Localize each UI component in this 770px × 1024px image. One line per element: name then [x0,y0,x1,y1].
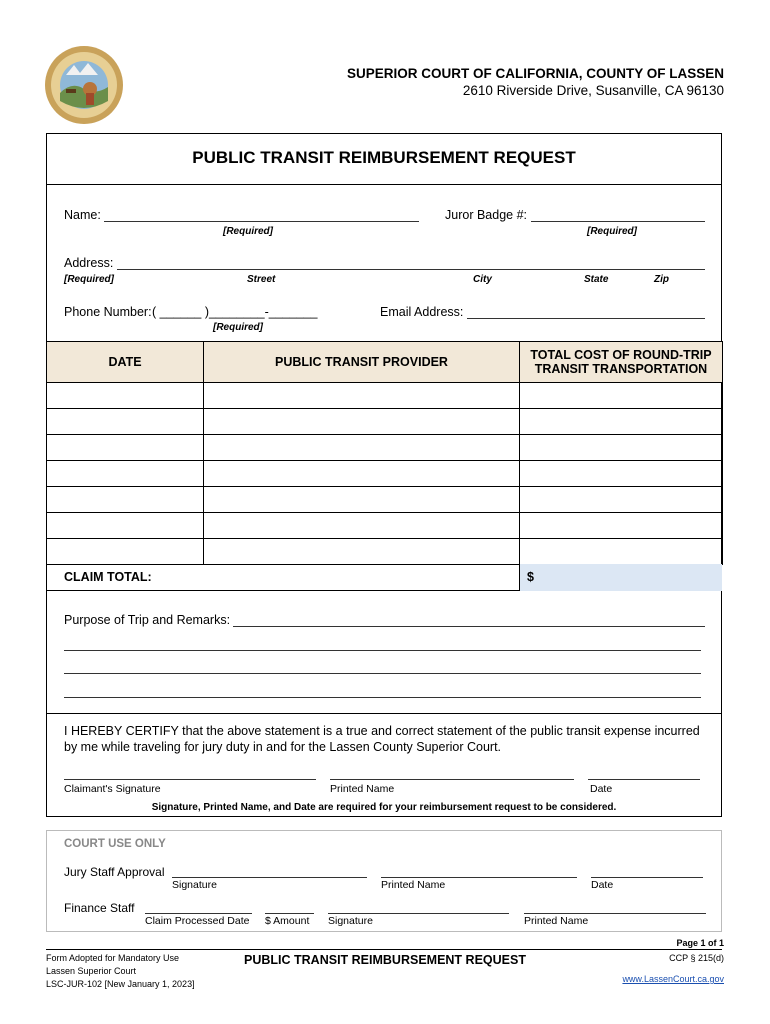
cost-cell[interactable] [520,487,723,513]
date-cell[interactable] [47,539,204,565]
date-cell[interactable] [47,383,204,409]
claimant-signature-input[interactable] [64,779,316,780]
date-cell[interactable] [47,461,204,487]
jury-signature-label: Signature [172,879,217,891]
date-cell[interactable] [47,487,204,513]
divider [46,184,722,185]
ccp-reference: CCP § 215(d) [669,953,724,963]
date-cell[interactable] [47,513,204,539]
finance-signature-label: Signature [328,915,373,927]
cost-cell[interactable] [520,513,723,539]
provider-cell[interactable] [204,487,520,513]
provider-cell[interactable] [204,435,520,461]
certification-text: I HEREBY CERTIFY that the above statement is a true and correct statement of the public transit expense incurred by me while traveling for jury duty in and for the Lassen County Superior Court. [64,724,700,754]
finance-signature-input[interactable] [328,913,509,914]
date-column-header: DATE [47,342,204,383]
provider-cell[interactable] [204,409,520,435]
claim-total-currency: $ [527,570,534,584]
cost-cell[interactable] [520,461,723,487]
table-row [47,461,723,487]
phone-required: [Required] [213,322,263,333]
signature-note: Signature, Printed Name, and Date are required for your reimbursement request to be considered. [151,802,617,813]
table-row [47,409,723,435]
jury-printed-name-label: Printed Name [381,879,446,891]
transit-table [46,341,723,565]
footer-title: PUBLIC TRANSIT REIMBURSEMENT REQUEST [244,953,526,967]
name-required: [Required] [223,226,273,237]
street-label: Street [247,274,276,285]
claim-processed-date-input[interactable] [145,913,252,914]
court-name: SUPERIOR COURT OF CALIFORNIA, COUNTY OF LASSEN [346,66,724,81]
jury-date-input[interactable] [591,877,703,878]
name-input[interactable] [104,221,419,222]
cost-column-header: TOTAL COST OF ROUND-TRIP TRANSIT TRANSPORTATION [520,342,723,383]
provider-cell[interactable] [204,513,520,539]
cost-cell[interactable] [520,435,723,461]
cost-cell[interactable] [520,383,723,409]
table-row [47,487,723,513]
finance-printed-name-input[interactable] [524,913,706,914]
provider-cell[interactable] [204,461,520,487]
date-cell[interactable] [47,435,204,461]
badge-label: Juror Badge #: [445,208,527,222]
claim-total-input[interactable] [519,564,722,591]
court-use-heading: COURT USE ONLY [64,838,166,850]
address-required: [Required] [64,274,114,285]
name-label: Name: [64,208,101,222]
state-label: State [584,274,609,285]
claim-total-label: CLAIM TOTAL: [64,570,152,584]
table-row [47,539,723,565]
cost-cell[interactable] [520,539,723,565]
jury-signature-input[interactable] [172,877,367,878]
phone-label: Phone Number: [64,305,152,319]
remarks-input-line[interactable] [64,673,701,674]
form-title: PUBLIC TRANSIT REIMBURSEMENT REQUEST [192,148,576,167]
badge-required: [Required] [587,226,637,237]
phone-input[interactable]: ( ______ )________-_______ [152,305,318,319]
jury-staff-label: Jury Staff Approval [64,865,165,879]
footer-divider [46,949,722,950]
remarks-input-line[interactable] [64,697,701,698]
form-id: LSC-JUR-102 [New January 1, 2023] [46,979,195,989]
zip-label: Zip [654,274,669,285]
provider-column-header: PUBLIC TRANSIT PROVIDER [204,342,520,383]
printed-name-label: Printed Name [330,783,395,795]
cost-cell[interactable] [520,409,723,435]
provider-cell[interactable] [204,539,520,565]
court-seal-logo [44,45,124,125]
address-input[interactable] [117,269,705,270]
court-address: 2610 Riverside Drive, Susanville, CA 96130 [462,83,724,98]
divider [46,713,722,714]
remarks-label: Purpose of Trip and Remarks: [64,613,231,627]
jury-date-label: Date [591,879,614,891]
footer-court: Lassen Superior Court [46,966,137,976]
remarks-input-line[interactable] [64,650,701,651]
remarks-input-line[interactable] [233,626,705,627]
jury-printed-name-input[interactable] [381,877,577,878]
form-adopted: Form Adopted for Mandatory Use [46,953,180,963]
finance-printed-name-label: Printed Name [524,915,589,927]
date-label: Date [590,783,613,795]
amount-label: $ Amount [265,915,310,927]
claimant-signature-label: Claimant's Signature [64,783,161,795]
finance-staff-label: Finance Staff [64,901,135,915]
date-cell[interactable] [47,409,204,435]
address-label: Address: [64,256,114,270]
claim-processed-date-label: Claim Processed Date [145,915,250,927]
table-row [47,435,723,461]
table-row [47,383,723,409]
table-row [47,513,723,539]
provider-cell[interactable] [204,383,520,409]
email-label: Email Address: [380,305,464,319]
printed-name-input[interactable] [330,779,574,780]
page-number: Page 1 of 1 [676,938,724,948]
amount-input[interactable] [265,913,314,914]
badge-input[interactable] [531,221,705,222]
email-input[interactable] [467,318,705,319]
date-input[interactable] [588,779,700,780]
city-label: City [473,274,492,285]
website-link[interactable]: www.LassenCourt.ca.gov [622,974,724,984]
